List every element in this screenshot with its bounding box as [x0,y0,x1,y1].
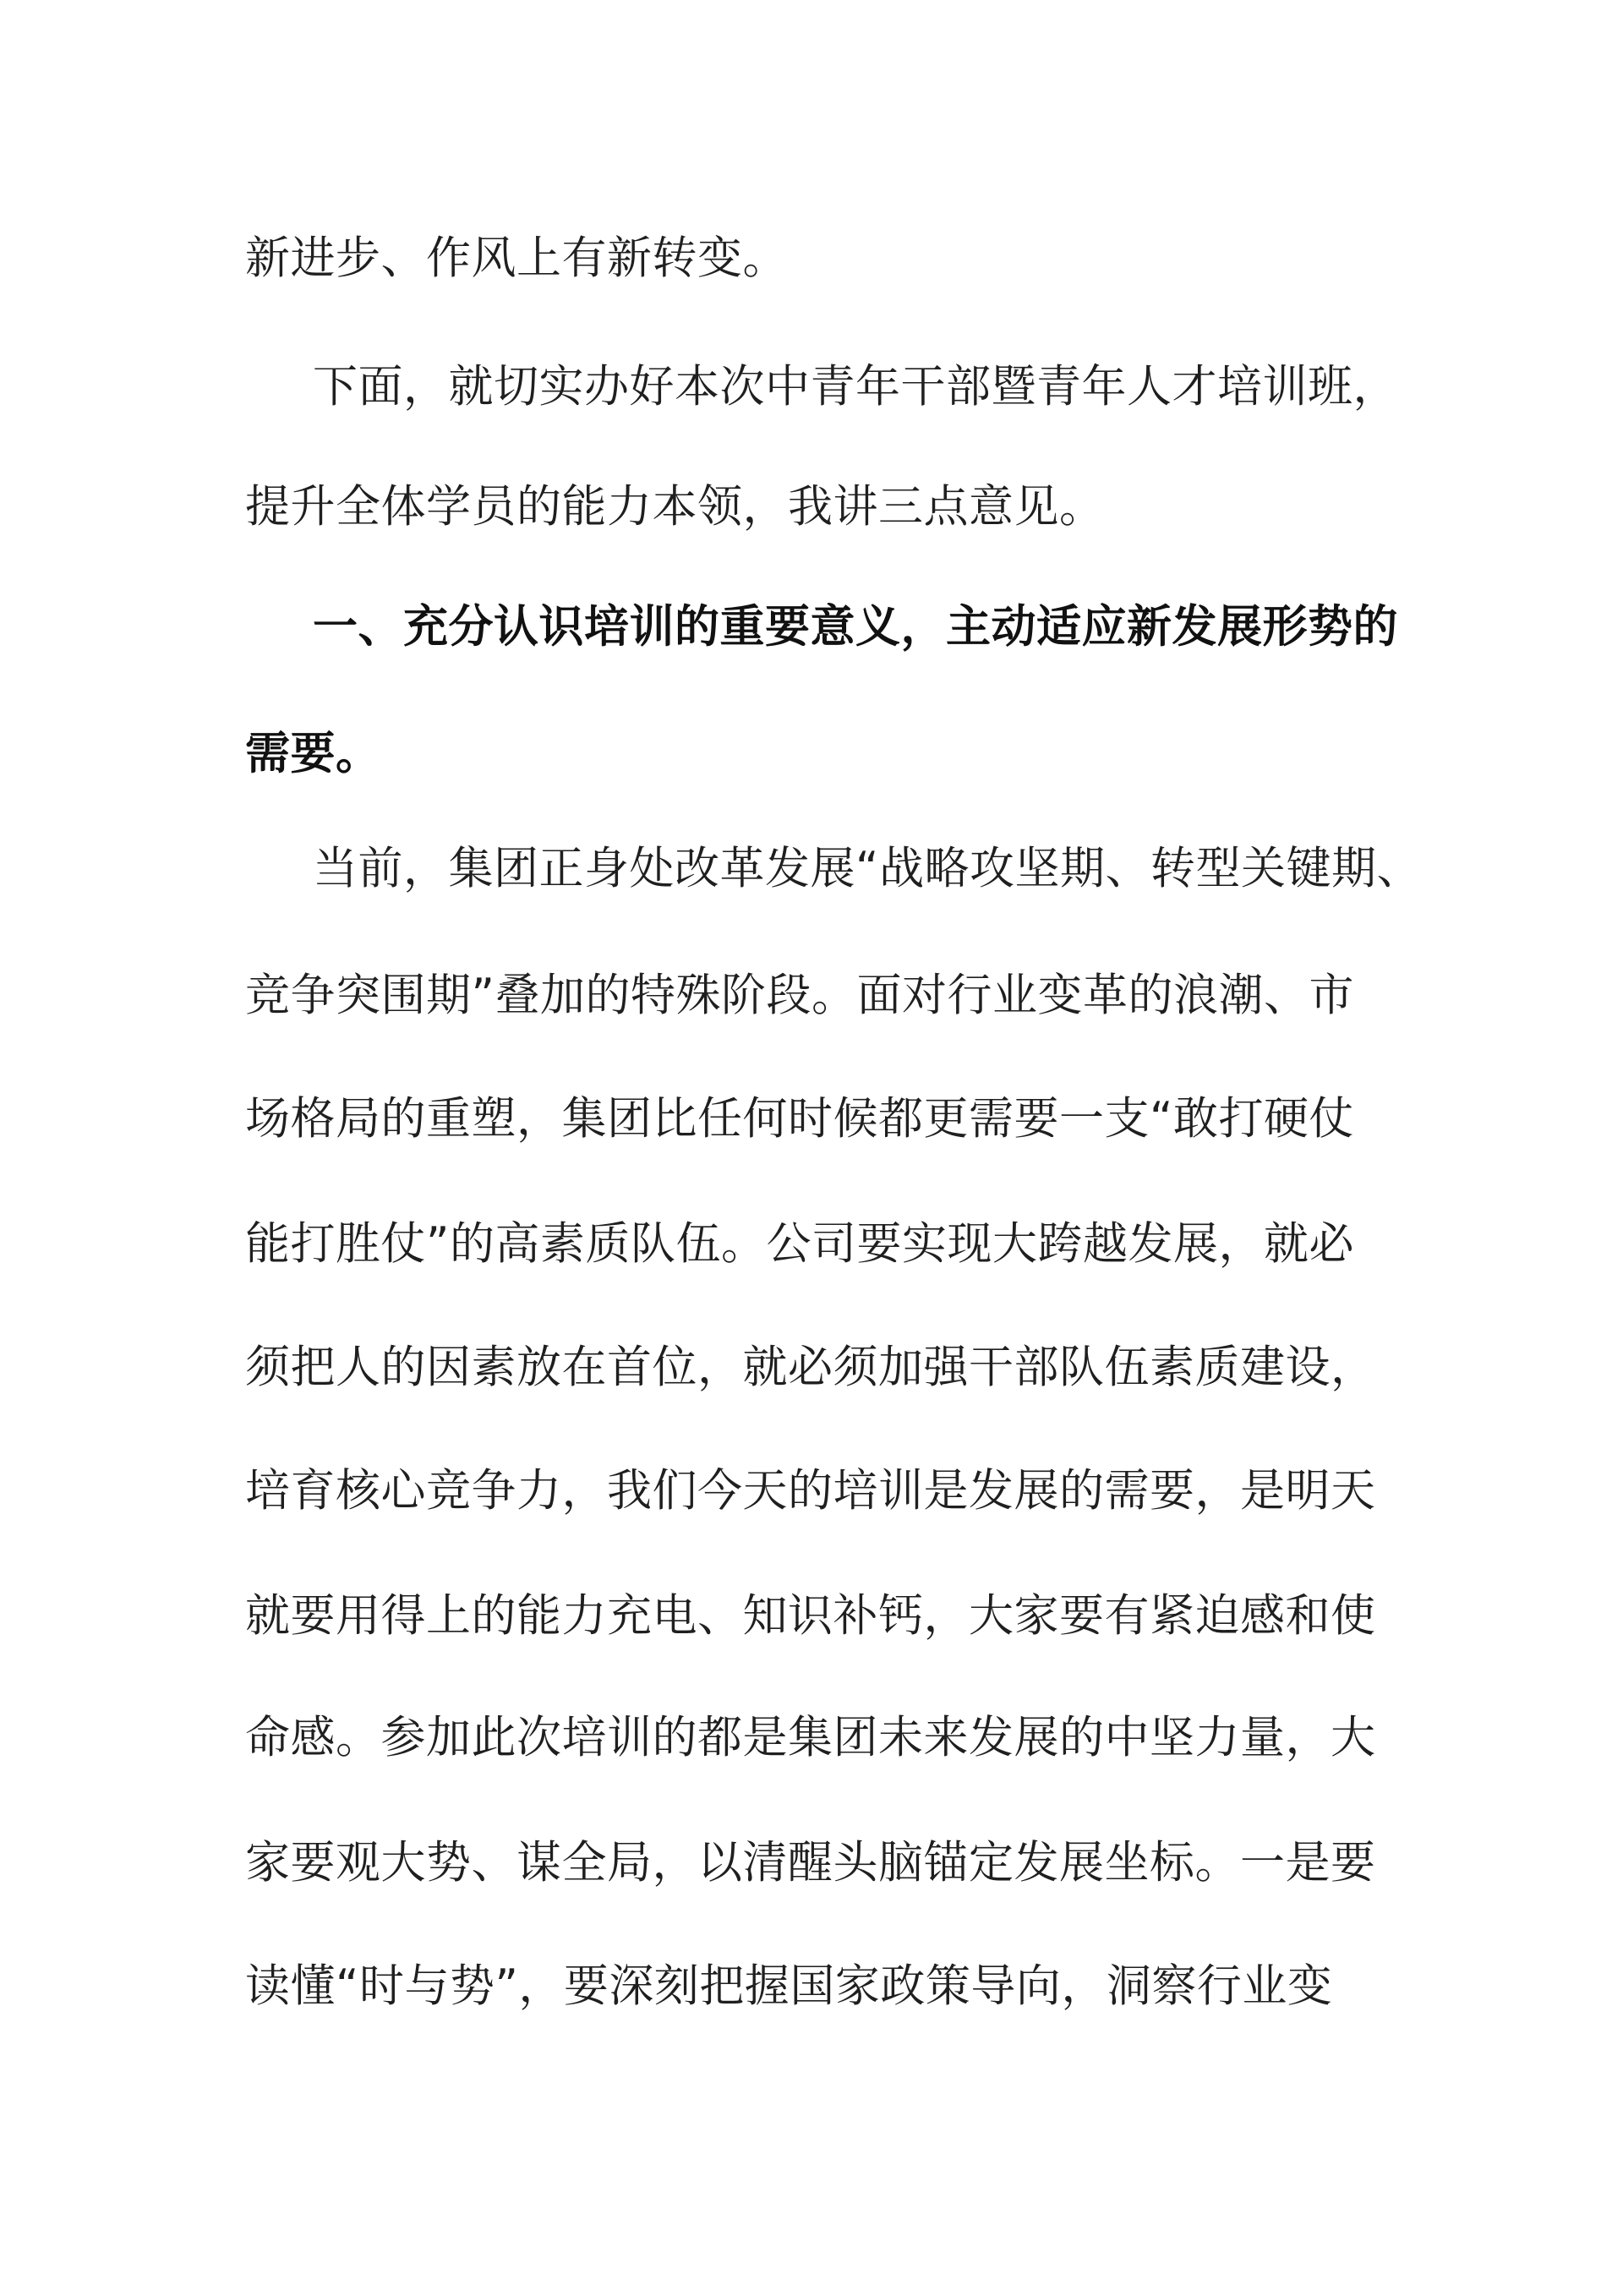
section-heading-line: 需要。 [245,728,381,779]
paragraph-line: 下面，就切实办好本次中青年干部暨青年人才培训班， [313,361,1398,413]
paragraph-line: 家要观大势、谋全局，以清醒头脑锚定发展坐标。一是要 [245,1837,1376,1889]
paragraph-line: 场格局的重塑，集团比任何时候都更需要一支“敢打硬仗 [245,1093,1354,1145]
paragraph-line: 能打胜仗”的高素质队伍。公司要实现大跨越发展，就必 [245,1218,1354,1270]
paragraph-line: 竞争突围期”叠加的特殊阶段。面对行业变革的浪潮、市 [245,970,1354,1021]
paragraph-line: 新进步、作风上有新转变。 [245,232,788,284]
section-heading-line: 一、充分认识培训的重要意义，主动适应新发展形势的 [313,601,1398,653]
paragraph-line: 提升全体学员的能力本领，我讲三点意见。 [245,481,1105,533]
paragraph-line: 就要用得上的能力充电、知识补钙，大家要有紧迫感和使 [245,1590,1376,1642]
paragraph-line: 培育核心竞争力，我们今天的培训是发展的需要，是明天 [245,1465,1376,1517]
paragraph-line: 读懂“时与势”，要深刻把握国家政策导向，洞察行业变 [245,1960,1333,2012]
paragraph-line: 当前，集团正身处改革发展“战略攻坚期、转型关键期、 [313,843,1422,894]
paragraph-line: 命感。参加此次培训的都是集团未来发展的中坚力量，大 [245,1712,1376,1763]
paragraph-line: 须把人的因素放在首位，就必须加强干部队伍素质建设， [245,1342,1376,1393]
